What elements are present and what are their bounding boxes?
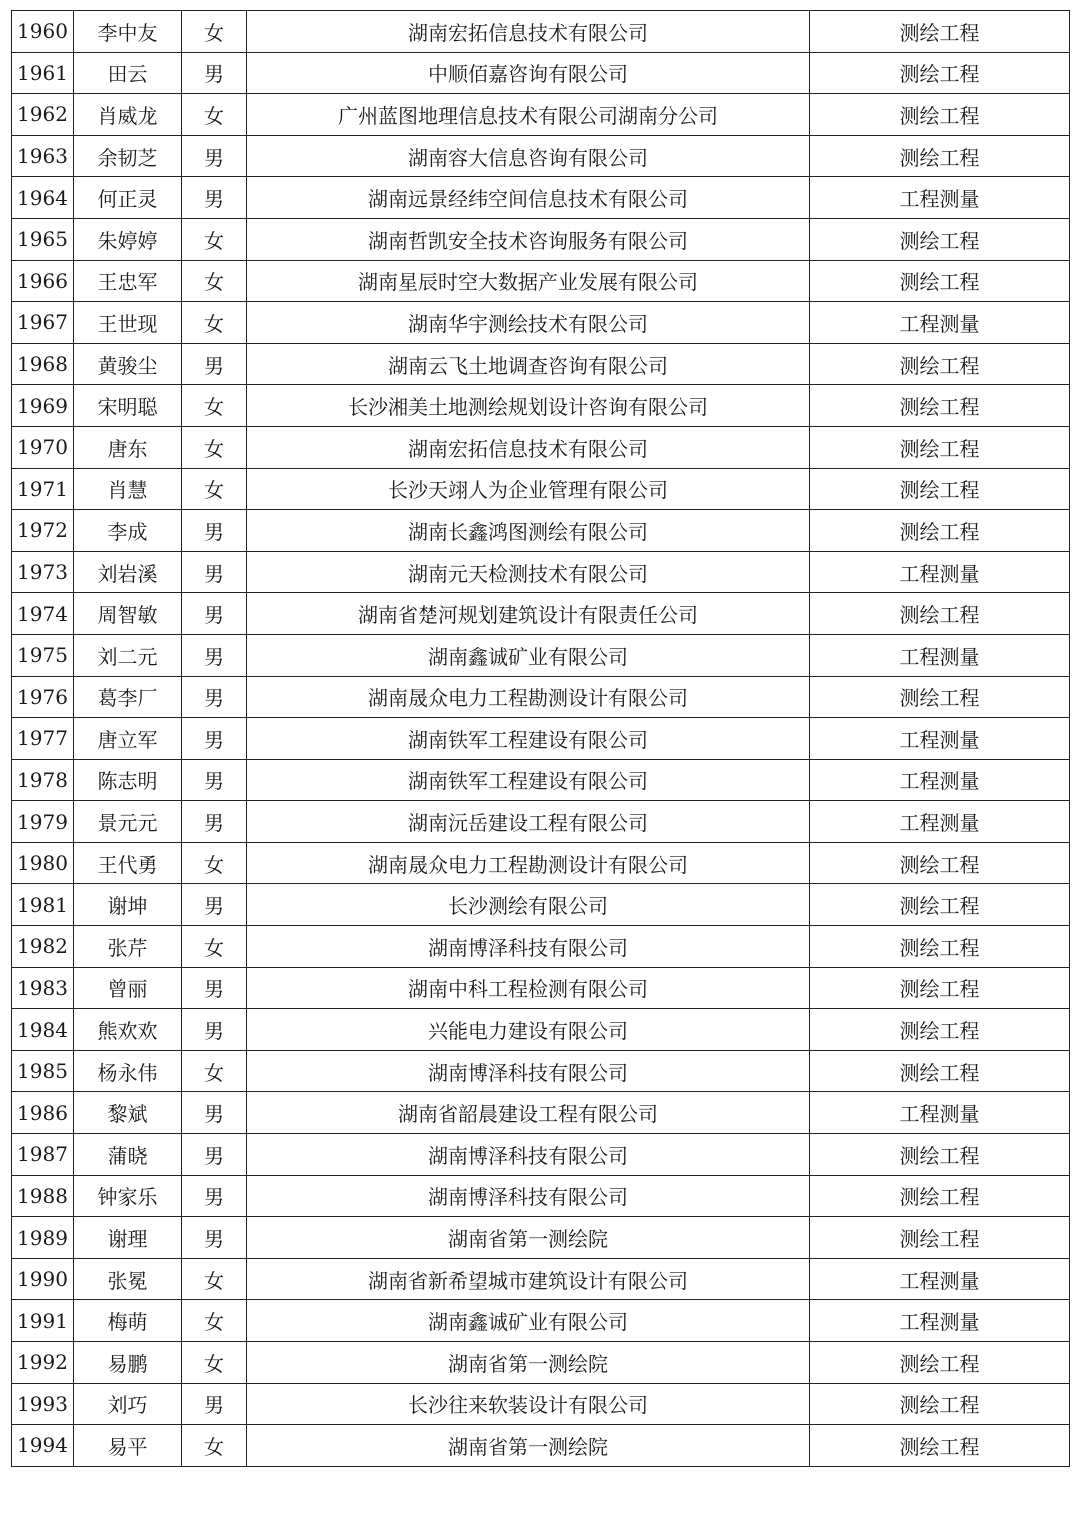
table-row <box>12 385 1070 427</box>
gender-cell: 女 <box>182 302 247 344</box>
table-row <box>12 1300 1070 1342</box>
row-number-cell: 1985 <box>12 1050 74 1092</box>
name-cell: 宋明聪 <box>74 385 182 427</box>
company-cell: 湖南博泽科技有限公司 <box>247 926 810 968</box>
specialty-cell: 测绘工程 <box>810 260 1070 302</box>
name-cell: 景元元 <box>74 801 182 843</box>
gender-cell: 女 <box>182 11 247 53</box>
table-row <box>12 551 1070 593</box>
gender-cell: 女 <box>182 426 247 468</box>
table-row <box>12 135 1070 177</box>
table-row <box>12 1342 1070 1384</box>
gender-cell: 男 <box>182 135 247 177</box>
specialty-cell: 测绘工程 <box>810 593 1070 635</box>
row-number-cell: 1962 <box>12 94 74 136</box>
name-cell: 王忠军 <box>74 260 182 302</box>
table-row <box>12 177 1070 219</box>
table-row <box>12 260 1070 302</box>
table-row <box>12 842 1070 884</box>
gender-cell: 女 <box>182 1342 247 1384</box>
row-number-cell: 1979 <box>12 801 74 843</box>
row-number-cell: 1971 <box>12 468 74 510</box>
specialty-cell: 测绘工程 <box>810 1050 1070 1092</box>
name-cell: 王代勇 <box>74 842 182 884</box>
specialty-cell: 测绘工程 <box>810 967 1070 1009</box>
table-row <box>12 1175 1070 1217</box>
gender-cell: 男 <box>182 343 247 385</box>
specialty-cell: 工程测量 <box>810 551 1070 593</box>
name-cell: 刘二元 <box>74 634 182 676</box>
specialty-cell: 测绘工程 <box>810 1175 1070 1217</box>
specialty-cell: 工程测量 <box>810 1092 1070 1134</box>
name-cell: 杨永伟 <box>74 1050 182 1092</box>
specialty-cell: 测绘工程 <box>810 676 1070 718</box>
specialty-cell: 工程测量 <box>810 302 1070 344</box>
table-row <box>12 759 1070 801</box>
table-row <box>12 884 1070 926</box>
row-number-cell: 1960 <box>12 11 74 53</box>
table-row <box>12 11 1070 53</box>
row-number-cell: 1963 <box>12 135 74 177</box>
company-cell: 长沙湘美土地测绘规划设计咨询有限公司 <box>247 385 810 427</box>
gender-cell: 男 <box>182 1383 247 1425</box>
gender-cell: 女 <box>182 218 247 260</box>
row-number-cell: 1993 <box>12 1383 74 1425</box>
table-row <box>12 94 1070 136</box>
name-cell: 谢坤 <box>74 884 182 926</box>
gender-cell: 女 <box>182 926 247 968</box>
specialty-cell: 工程测量 <box>810 759 1070 801</box>
specialty-cell: 测绘工程 <box>810 385 1070 427</box>
row-number-cell: 1988 <box>12 1175 74 1217</box>
company-cell: 湖南省第一测绘院 <box>247 1217 810 1259</box>
name-cell: 田云 <box>74 52 182 94</box>
name-cell: 熊欢欢 <box>74 1009 182 1051</box>
specialty-cell: 测绘工程 <box>810 135 1070 177</box>
name-cell: 余韧芝 <box>74 135 182 177</box>
company-cell: 湖南远景经纬空间信息技术有限公司 <box>247 177 810 219</box>
specialty-cell: 工程测量 <box>810 1258 1070 1300</box>
name-cell: 张芹 <box>74 926 182 968</box>
specialty-cell: 测绘工程 <box>810 52 1070 94</box>
row-number-cell: 1983 <box>12 967 74 1009</box>
specialty-cell: 测绘工程 <box>810 1383 1070 1425</box>
specialty-cell: 工程测量 <box>810 177 1070 219</box>
gender-cell: 男 <box>182 52 247 94</box>
table-row <box>12 343 1070 385</box>
row-number-cell: 1967 <box>12 302 74 344</box>
gender-cell: 男 <box>182 718 247 760</box>
table-row <box>12 1009 1070 1051</box>
gender-cell: 男 <box>182 1217 247 1259</box>
gender-cell: 男 <box>182 759 247 801</box>
company-cell: 湖南省韶晨建设工程有限公司 <box>247 1092 810 1134</box>
company-cell: 广州蓝图地理信息技术有限公司湖南分公司 <box>247 94 810 136</box>
company-cell: 湖南晟众电力工程勘测设计有限公司 <box>247 842 810 884</box>
specialty-cell: 测绘工程 <box>810 1342 1070 1384</box>
row-number-cell: 1981 <box>12 884 74 926</box>
gender-cell: 女 <box>182 1425 247 1467</box>
name-cell: 钟家乐 <box>74 1175 182 1217</box>
company-cell: 湖南省楚河规划建筑设计有限责任公司 <box>247 593 810 635</box>
gender-cell: 男 <box>182 1009 247 1051</box>
company-cell: 湖南沅岳建设工程有限公司 <box>247 801 810 843</box>
gender-cell: 男 <box>182 967 247 1009</box>
specialty-cell: 测绘工程 <box>810 510 1070 552</box>
company-cell: 湖南星辰时空大数据产业发展有限公司 <box>247 260 810 302</box>
row-number-cell: 1989 <box>12 1217 74 1259</box>
company-cell: 湖南哲凯安全技术咨询服务有限公司 <box>247 218 810 260</box>
table-row <box>12 1383 1070 1425</box>
name-cell: 葛李厂 <box>74 676 182 718</box>
row-number-cell: 1974 <box>12 593 74 635</box>
company-cell: 湖南云飞土地调查咨询有限公司 <box>247 343 810 385</box>
company-cell: 湖南中科工程检测有限公司 <box>247 967 810 1009</box>
table-row <box>12 426 1070 468</box>
name-cell: 黎斌 <box>74 1092 182 1134</box>
gender-cell: 男 <box>182 1134 247 1176</box>
row-number-cell: 1975 <box>12 634 74 676</box>
gender-cell: 男 <box>182 1092 247 1134</box>
gender-cell: 男 <box>182 634 247 676</box>
name-cell: 李中友 <box>74 11 182 53</box>
row-number-cell: 1972 <box>12 510 74 552</box>
gender-cell: 男 <box>182 551 247 593</box>
specialty-cell: 测绘工程 <box>810 11 1070 53</box>
gender-cell: 女 <box>182 260 247 302</box>
gender-cell: 女 <box>182 94 247 136</box>
specialty-cell: 工程测量 <box>810 634 1070 676</box>
name-cell: 张冕 <box>74 1258 182 1300</box>
company-cell: 湖南鑫诚矿业有限公司 <box>247 1300 810 1342</box>
specialty-cell: 测绘工程 <box>810 1134 1070 1176</box>
table-row <box>12 510 1070 552</box>
company-cell: 湖南宏拓信息技术有限公司 <box>247 426 810 468</box>
roster-table <box>11 10 1070 1467</box>
specialty-cell: 测绘工程 <box>810 1425 1070 1467</box>
name-cell: 易鹏 <box>74 1342 182 1384</box>
specialty-cell: 测绘工程 <box>810 468 1070 510</box>
name-cell: 刘岩溪 <box>74 551 182 593</box>
table-row <box>12 1134 1070 1176</box>
row-number-cell: 1987 <box>12 1134 74 1176</box>
name-cell: 陈志明 <box>74 759 182 801</box>
company-cell: 湖南铁军工程建设有限公司 <box>247 718 810 760</box>
row-number-cell: 1980 <box>12 842 74 884</box>
row-number-cell: 1990 <box>12 1258 74 1300</box>
specialty-cell: 测绘工程 <box>810 1217 1070 1259</box>
company-cell: 湖南省第一测绘院 <box>247 1342 810 1384</box>
table-row <box>12 1092 1070 1134</box>
gender-cell: 女 <box>182 468 247 510</box>
table-row <box>12 634 1070 676</box>
name-cell: 曾丽 <box>74 967 182 1009</box>
company-cell: 湖南容大信息咨询有限公司 <box>247 135 810 177</box>
name-cell: 易平 <box>74 1425 182 1467</box>
gender-cell: 女 <box>182 1300 247 1342</box>
specialty-cell: 测绘工程 <box>810 218 1070 260</box>
company-cell: 湖南鑫诚矿业有限公司 <box>247 634 810 676</box>
name-cell: 梅萌 <box>74 1300 182 1342</box>
gender-cell: 女 <box>182 842 247 884</box>
roster-sheet <box>11 10 1070 1467</box>
row-number-cell: 1978 <box>12 759 74 801</box>
name-cell: 唐立军 <box>74 718 182 760</box>
company-cell: 湖南省新希望城市建筑设计有限公司 <box>247 1258 810 1300</box>
specialty-cell: 测绘工程 <box>810 343 1070 385</box>
company-cell: 湖南铁军工程建设有限公司 <box>247 759 810 801</box>
name-cell: 王世现 <box>74 302 182 344</box>
row-number-cell: 1966 <box>12 260 74 302</box>
company-cell: 长沙测绘有限公司 <box>247 884 810 926</box>
gender-cell: 女 <box>182 385 247 427</box>
company-cell: 湖南华宇测绘技术有限公司 <box>247 302 810 344</box>
name-cell: 谢理 <box>74 1217 182 1259</box>
row-number-cell: 1984 <box>12 1009 74 1051</box>
company-cell: 中顺佰嘉咨询有限公司 <box>247 52 810 94</box>
company-cell: 湖南元天检测技术有限公司 <box>247 551 810 593</box>
company-cell: 湖南晟众电力工程勘测设计有限公司 <box>247 676 810 718</box>
specialty-cell: 工程测量 <box>810 1300 1070 1342</box>
roster-table-body <box>12 11 1070 1467</box>
specialty-cell: 工程测量 <box>810 801 1070 843</box>
company-cell: 兴能电力建设有限公司 <box>247 1009 810 1051</box>
gender-cell: 男 <box>182 593 247 635</box>
row-number-cell: 1976 <box>12 676 74 718</box>
table-row <box>12 1258 1070 1300</box>
row-number-cell: 1982 <box>12 926 74 968</box>
table-row <box>12 801 1070 843</box>
table-row <box>12 718 1070 760</box>
table-row <box>12 302 1070 344</box>
row-number-cell: 1964 <box>12 177 74 219</box>
gender-cell: 男 <box>182 884 247 926</box>
name-cell: 朱婷婷 <box>74 218 182 260</box>
gender-cell: 女 <box>182 1050 247 1092</box>
table-row <box>12 593 1070 635</box>
table-row <box>12 676 1070 718</box>
name-cell: 黄骏尘 <box>74 343 182 385</box>
row-number-cell: 1968 <box>12 343 74 385</box>
name-cell: 肖威龙 <box>74 94 182 136</box>
table-row <box>12 926 1070 968</box>
row-number-cell: 1973 <box>12 551 74 593</box>
gender-cell: 男 <box>182 676 247 718</box>
table-row <box>12 1425 1070 1467</box>
specialty-cell: 测绘工程 <box>810 926 1070 968</box>
gender-cell: 女 <box>182 1258 247 1300</box>
company-cell: 湖南长鑫鸿图测绘有限公司 <box>247 510 810 552</box>
row-number-cell: 1994 <box>12 1425 74 1467</box>
row-number-cell: 1961 <box>12 52 74 94</box>
table-row <box>12 1217 1070 1259</box>
row-number-cell: 1965 <box>12 218 74 260</box>
specialty-cell: 测绘工程 <box>810 426 1070 468</box>
row-number-cell: 1991 <box>12 1300 74 1342</box>
company-cell: 湖南宏拓信息技术有限公司 <box>247 11 810 53</box>
company-cell: 湖南博泽科技有限公司 <box>247 1050 810 1092</box>
specialty-cell: 测绘工程 <box>810 842 1070 884</box>
name-cell: 蒲晓 <box>74 1134 182 1176</box>
specialty-cell: 测绘工程 <box>810 94 1070 136</box>
row-number-cell: 1977 <box>12 718 74 760</box>
company-cell: 长沙天翊人为企业管理有限公司 <box>247 468 810 510</box>
name-cell: 刘巧 <box>74 1383 182 1425</box>
table-row <box>12 218 1070 260</box>
name-cell: 周智敏 <box>74 593 182 635</box>
table-row <box>12 967 1070 1009</box>
company-cell: 长沙往来软装设计有限公司 <box>247 1383 810 1425</box>
specialty-cell: 测绘工程 <box>810 884 1070 926</box>
table-row <box>12 1050 1070 1092</box>
name-cell: 李成 <box>74 510 182 552</box>
name-cell: 肖慧 <box>74 468 182 510</box>
gender-cell: 男 <box>182 801 247 843</box>
row-number-cell: 1970 <box>12 426 74 468</box>
gender-cell: 男 <box>182 1175 247 1217</box>
name-cell: 唐东 <box>74 426 182 468</box>
row-number-cell: 1969 <box>12 385 74 427</box>
company-cell: 湖南博泽科技有限公司 <box>247 1134 810 1176</box>
gender-cell: 男 <box>182 510 247 552</box>
specialty-cell: 工程测量 <box>810 718 1070 760</box>
name-cell: 何正灵 <box>74 177 182 219</box>
row-number-cell: 1992 <box>12 1342 74 1384</box>
gender-cell: 男 <box>182 177 247 219</box>
table-row <box>12 52 1070 94</box>
company-cell: 湖南省第一测绘院 <box>247 1425 810 1467</box>
table-row <box>12 468 1070 510</box>
specialty-cell: 测绘工程 <box>810 1009 1070 1051</box>
company-cell: 湖南博泽科技有限公司 <box>247 1175 810 1217</box>
row-number-cell: 1986 <box>12 1092 74 1134</box>
